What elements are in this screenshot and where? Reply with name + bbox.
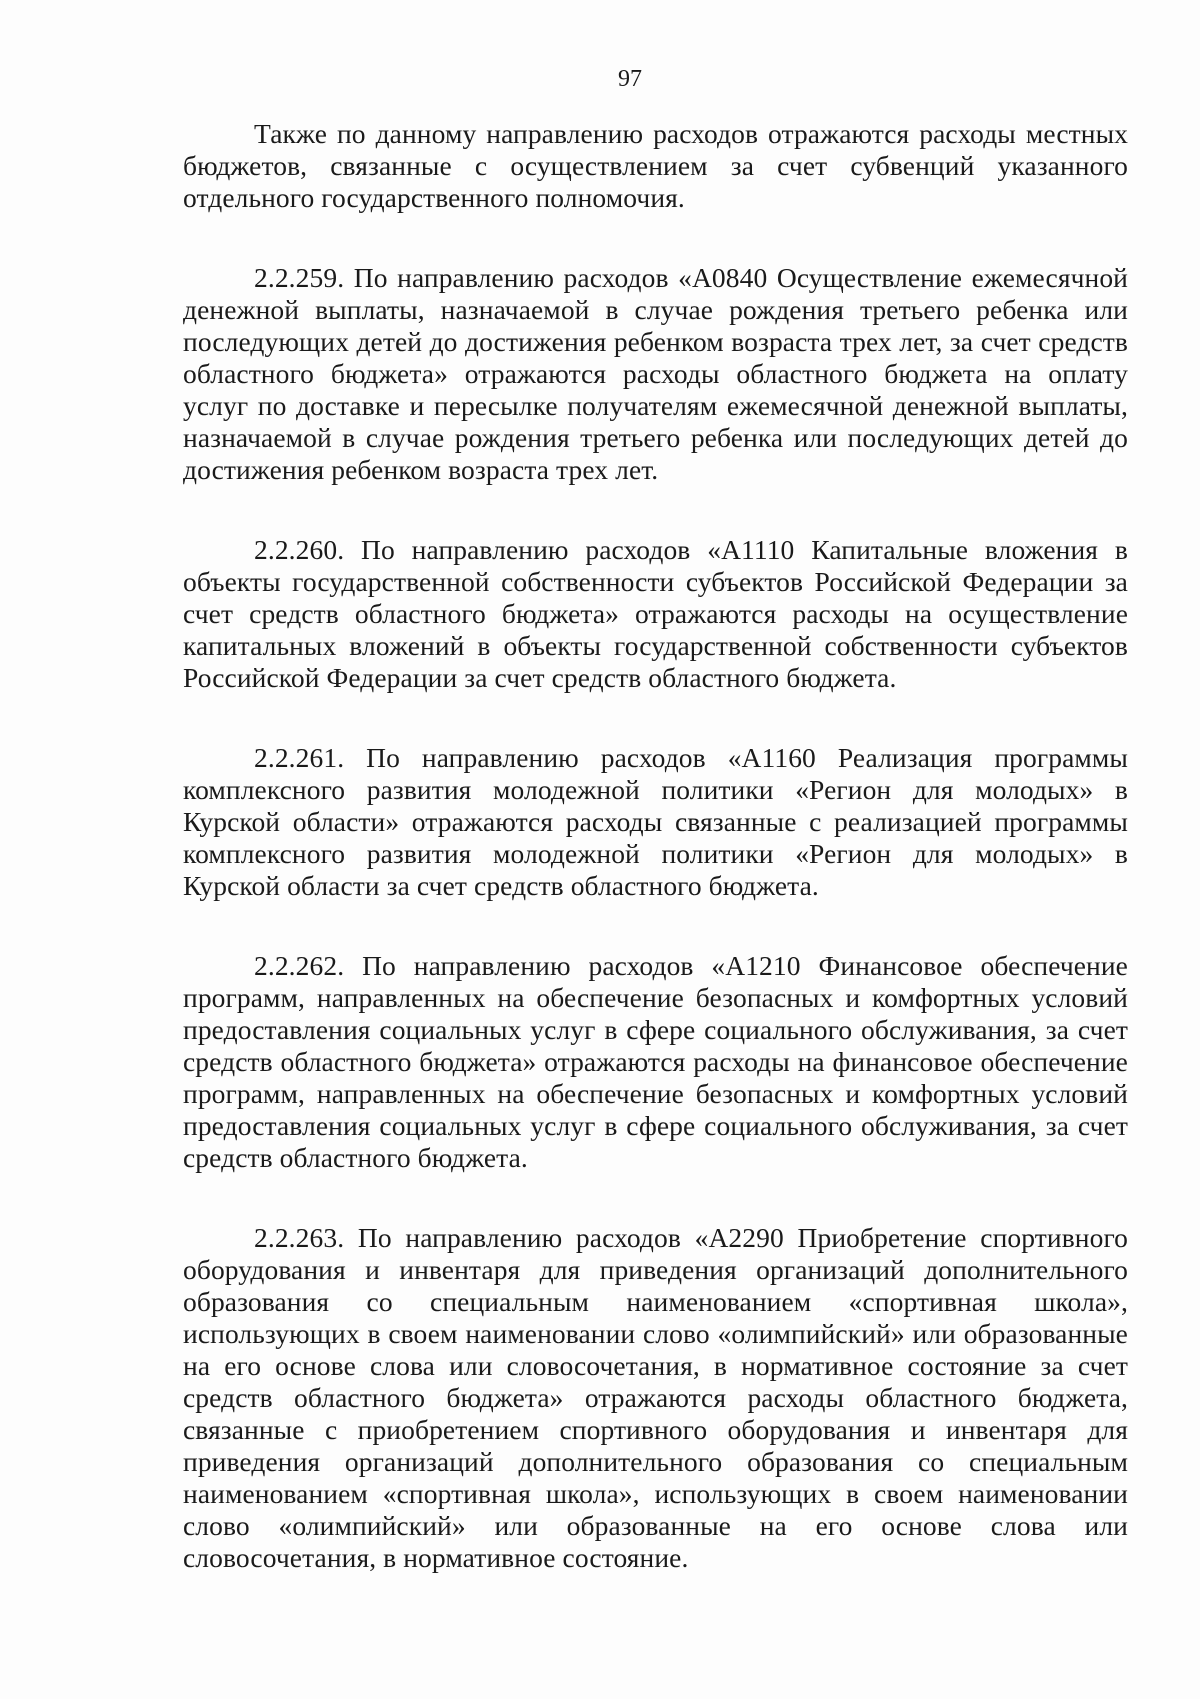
paragraph-2-2-261: 2.2.261. По направлению расходов «А1160 Реализация программы комплексного развития молодежной политики «Регион для молодых» в Курской области» отражаются расходы связанные с реализацией программы комплексного развития молодежной политики «Регион для молодых» в Курской области за счет средств областного бюджета. bbox=[183, 742, 1128, 901]
paragraph-2-2-259: 2.2.259. По направлению расходов «А0840 Осуществление ежемесячной денежной выплаты, назначаемой в случае рождения третьего ребенка или последующих детей до достижения ребенком возраста трех лет, за счет средств областного бюджета» отражаются расходы областного бюджета на оплату услуг по доставке и пересылке получателям ежемесячной денежной выплаты, назначаемой в случае рождения третьего ребенка или последующих детей до достижения ребенком возраста трех лет. bbox=[183, 262, 1128, 485]
paragraph-2-2-262: 2.2.262. По направлению расходов «А1210 Финансовое обеспечение программ, направленных на обеспечение безопасных и комфортных условий предоставления социальных услуг в сфере социального обслуживания, за счет средств областного бюджета» отражаются расходы на финансовое обеспечение программ, направленных на обеспечение безопасных и комфортных условий предоставления социальных услуг в сфере социального обслуживания, за счет средств областного бюджета. bbox=[183, 950, 1128, 1173]
paragraph-2-2-263: 2.2.263. По направлению расходов «А2290 Приобретение спортивного оборудования и инвентаря для приведения организаций дополнительного образования со специальным наименованием «спортивная школа», использующих в своем наименовании слово «олимпийский» или образованные на его основе слова или словосочетания, в нормативное состояние за счет средств областного бюджета» отражаются расходы областного бюджета, связанные с приобретением спортивного оборудования и инвентаря для приведения организаций дополнительного образования со специальным наименованием «спортивная школа», использующих в своем наименовании слово «олимпийский» или образованные на его основе слова или словосочетания, в нормативное состояние. bbox=[183, 1222, 1128, 1573]
document-body bbox=[183, 118, 1128, 1574]
page-number: 97 bbox=[618, 66, 642, 92]
paragraph-2-2-260: 2.2.260. По направлению расходов «А1110 Капитальные вложения в объекты государственной собственности субъектов Российской Федерации за счет средств областного бюджета» отражаются расходы на осуществление капитальных вложений в объекты государственной собственности субъектов Российской Федерации за счет средств областного бюджета. bbox=[183, 534, 1128, 693]
paragraph-intro: Также по данному направлению расходов отражаются расходы местных бюджетов, связанные с осуществлением за счет субвенций указанного отдельного государственного полномочия. bbox=[183, 118, 1128, 213]
